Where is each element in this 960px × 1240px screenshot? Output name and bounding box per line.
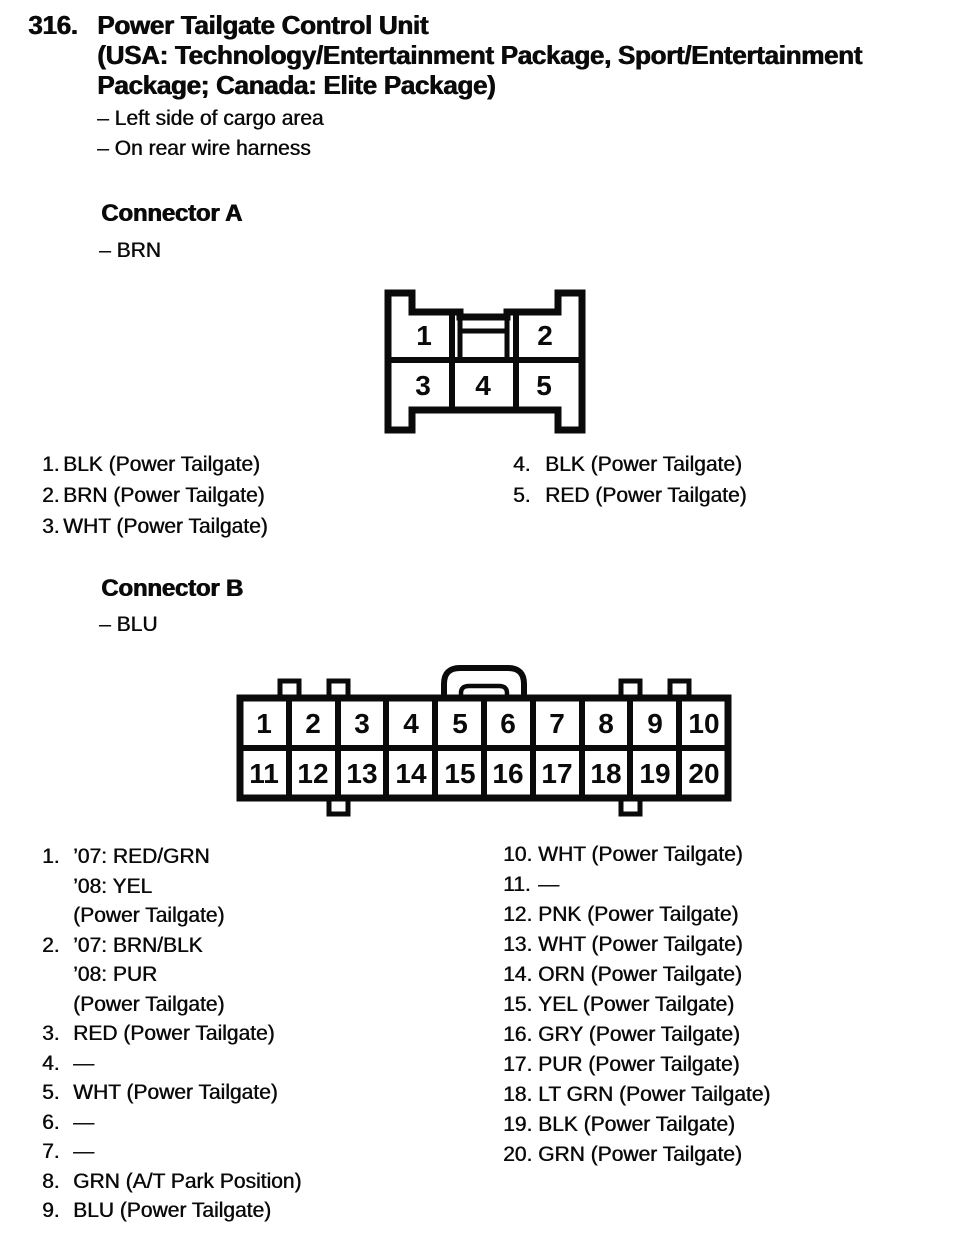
- connector-a-pin-list-right: [513, 449, 747, 511]
- pin-number: 5: [452, 708, 468, 739]
- pin-row: [42, 1137, 301, 1167]
- pin-number-label: 19.: [503, 1113, 533, 1136]
- connector-a-heading: Connector A: [101, 200, 242, 227]
- pin-row: [503, 960, 770, 990]
- pin-row: [42, 1049, 301, 1079]
- pin-number-label: 2.: [42, 484, 60, 507]
- title-line: Package; Canada: Elite Package): [97, 70, 496, 100]
- pin-row: [42, 901, 301, 931]
- pin-wire-label: PUR (Power Tailgate): [538, 1053, 740, 1076]
- location-note: – On rear wire harness: [97, 136, 311, 160]
- pin-number: 9: [647, 708, 663, 739]
- pin-number: 12: [297, 758, 329, 789]
- pin-wire-label: BLK (Power Tailgate): [538, 1113, 735, 1136]
- page-title: [97, 10, 947, 100]
- pin-row: [42, 1108, 301, 1138]
- pin-wire-label: BLK (Power Tailgate): [63, 453, 260, 476]
- pin-number-label: 18.: [503, 1083, 533, 1106]
- pin-wire-label: —: [73, 1140, 94, 1163]
- pin-number: 8: [598, 708, 614, 739]
- connector-b-color-note: – BLU: [99, 613, 158, 636]
- connector-a-pin-list-left: [42, 449, 268, 542]
- connector-b-pin-list-right: [503, 840, 770, 1170]
- title-line: (USA: Technology/Entertainment Package, Sport/Entertainment: [97, 40, 862, 70]
- pin-number-label: 13.: [503, 933, 533, 956]
- pin-number-label: 16.: [503, 1023, 533, 1046]
- pin-row: [42, 1019, 301, 1049]
- pin-wire-label: RED (Power Tailgate): [73, 1022, 275, 1045]
- pin-number-label: 17.: [503, 1053, 533, 1076]
- pin-row: [42, 931, 301, 961]
- pin-number: 5: [536, 370, 552, 401]
- pin-wire-label: BLU (Power Tailgate): [73, 1199, 272, 1222]
- pin-row: [42, 1167, 301, 1197]
- pin-wire-label: LT GRN (Power Tailgate): [538, 1083, 771, 1106]
- pin-row: [42, 872, 301, 902]
- pin-number: 1: [256, 708, 272, 739]
- pin-row: [42, 449, 268, 480]
- pin-row: [42, 842, 301, 872]
- pin-number: 11: [249, 758, 279, 789]
- location-notes: [97, 104, 323, 163]
- pin-number: 10: [688, 708, 720, 739]
- pin-row: [503, 1020, 770, 1050]
- pin-number: 14: [395, 758, 427, 789]
- pin-wire-label: ’07: RED/GRN: [73, 845, 210, 868]
- pin-number-label: 14.: [503, 963, 533, 986]
- pin-number: 3: [354, 708, 370, 739]
- pin-number-label: 7.: [42, 1140, 60, 1163]
- pin-number-label: 6.: [42, 1110, 60, 1134]
- pin-row: [503, 930, 770, 960]
- pin-wire-label: —: [73, 1051, 94, 1075]
- pin-wire-label: WHT (Power Tailgate): [538, 933, 743, 956]
- pin-row: [503, 900, 770, 930]
- pin-number: 4: [475, 370, 491, 401]
- pin-number: 18: [590, 758, 622, 789]
- pin-row: [42, 1196, 301, 1226]
- connector-a-diagram: [380, 285, 590, 437]
- item-number: 316.: [28, 10, 78, 40]
- pin-number: 16: [492, 758, 524, 789]
- pin-wire-label: GRY (Power Tailgate): [538, 1023, 740, 1046]
- pin-wire-label: ’08: YEL: [73, 874, 153, 898]
- pin-number-label: 1.: [42, 845, 60, 868]
- pin-wire-label: WHT (Power Tailgate): [73, 1081, 278, 1104]
- pin-number-label: 20.: [503, 1143, 533, 1166]
- pin-number: 19: [639, 758, 671, 789]
- pin-row: [503, 870, 770, 900]
- pin-number-label: 5.: [42, 1081, 60, 1104]
- pin-wire-label: ’08: PUR: [73, 963, 158, 986]
- pin-wire-label: (Power Tailgate): [73, 904, 225, 927]
- pin-row: [42, 511, 268, 542]
- location-note: – Left side of cargo area: [97, 107, 324, 130]
- pin-wire-label: —: [538, 873, 559, 896]
- pin-number-label: 10.: [503, 843, 533, 866]
- pin-wire-label: (Power Tailgate): [73, 992, 225, 1016]
- pin-row: [513, 480, 747, 511]
- pin-wire-label: —: [73, 1110, 94, 1134]
- connector-a-color-note: – BRN: [99, 239, 161, 262]
- pin-wire-label: ORN (Power Tailgate): [538, 963, 742, 986]
- pin-number: 2: [305, 708, 321, 739]
- pin-number-label: 4.: [513, 453, 531, 476]
- pin-number-label: 1.: [42, 453, 60, 476]
- pin-number: 17: [541, 758, 573, 789]
- pin-number: 20: [688, 758, 720, 789]
- pin-row: [503, 840, 770, 870]
- pin-wire-label: ’07: BRN/BLK: [73, 933, 203, 957]
- pin-wire-label: YEL (Power Tailgate): [538, 993, 735, 1016]
- pin-row: [42, 990, 301, 1020]
- pin-number: 3: [415, 370, 431, 401]
- title-line: Power Tailgate Control Unit: [97, 10, 428, 40]
- pin-number: 15: [444, 758, 476, 789]
- pin-wire-label: WHT (Power Tailgate): [63, 515, 268, 538]
- pin-number-label: 5.: [513, 484, 531, 507]
- pin-wire-label: WHT (Power Tailgate): [538, 843, 743, 866]
- pin-row: [503, 1080, 770, 1110]
- pin-number: 6: [500, 708, 516, 739]
- pin-number: 1: [416, 320, 432, 351]
- pin-number: 13: [346, 758, 378, 789]
- pin-number: 2: [537, 320, 553, 351]
- pin-wire-label: BLK (Power Tailgate): [545, 453, 742, 476]
- pin-wire-label: RED (Power Tailgate): [545, 484, 747, 507]
- pin-row: [513, 449, 747, 480]
- pin-row: [503, 1140, 770, 1170]
- pin-number-label: 8.: [42, 1169, 60, 1193]
- pin-wire-label: GRN (A/T Park Position): [73, 1169, 302, 1193]
- connector-b-heading: Connector B: [101, 575, 243, 602]
- pin-number-label: 2.: [42, 933, 60, 957]
- pin-number-label: 15.: [503, 993, 533, 1016]
- pin-wire-label: GRN (Power Tailgate): [538, 1143, 742, 1166]
- pin-number-label: 9.: [42, 1199, 60, 1222]
- pin-number-label: 3.: [42, 515, 60, 538]
- pin-number: 7: [549, 708, 565, 739]
- pin-wire-label: PNK (Power Tailgate): [538, 903, 739, 926]
- pin-number-label: 3.: [42, 1022, 60, 1045]
- pin-number-label: 4.: [42, 1051, 60, 1075]
- pin-row: [503, 1110, 770, 1140]
- pin-row: [42, 480, 268, 511]
- pin-row: [42, 1078, 301, 1108]
- pin-row: [503, 1050, 770, 1080]
- pin-number-label: 12.: [503, 903, 533, 926]
- connector-b-diagram: [225, 655, 745, 820]
- pin-wire-label: BRN (Power Tailgate): [63, 484, 265, 507]
- pin-row: [42, 960, 301, 990]
- pin-row: [503, 990, 770, 1020]
- connector-b-pin-list-left: [42, 842, 301, 1226]
- pin-number-label: 11.: [503, 873, 531, 896]
- pin-number: 4: [403, 708, 419, 739]
